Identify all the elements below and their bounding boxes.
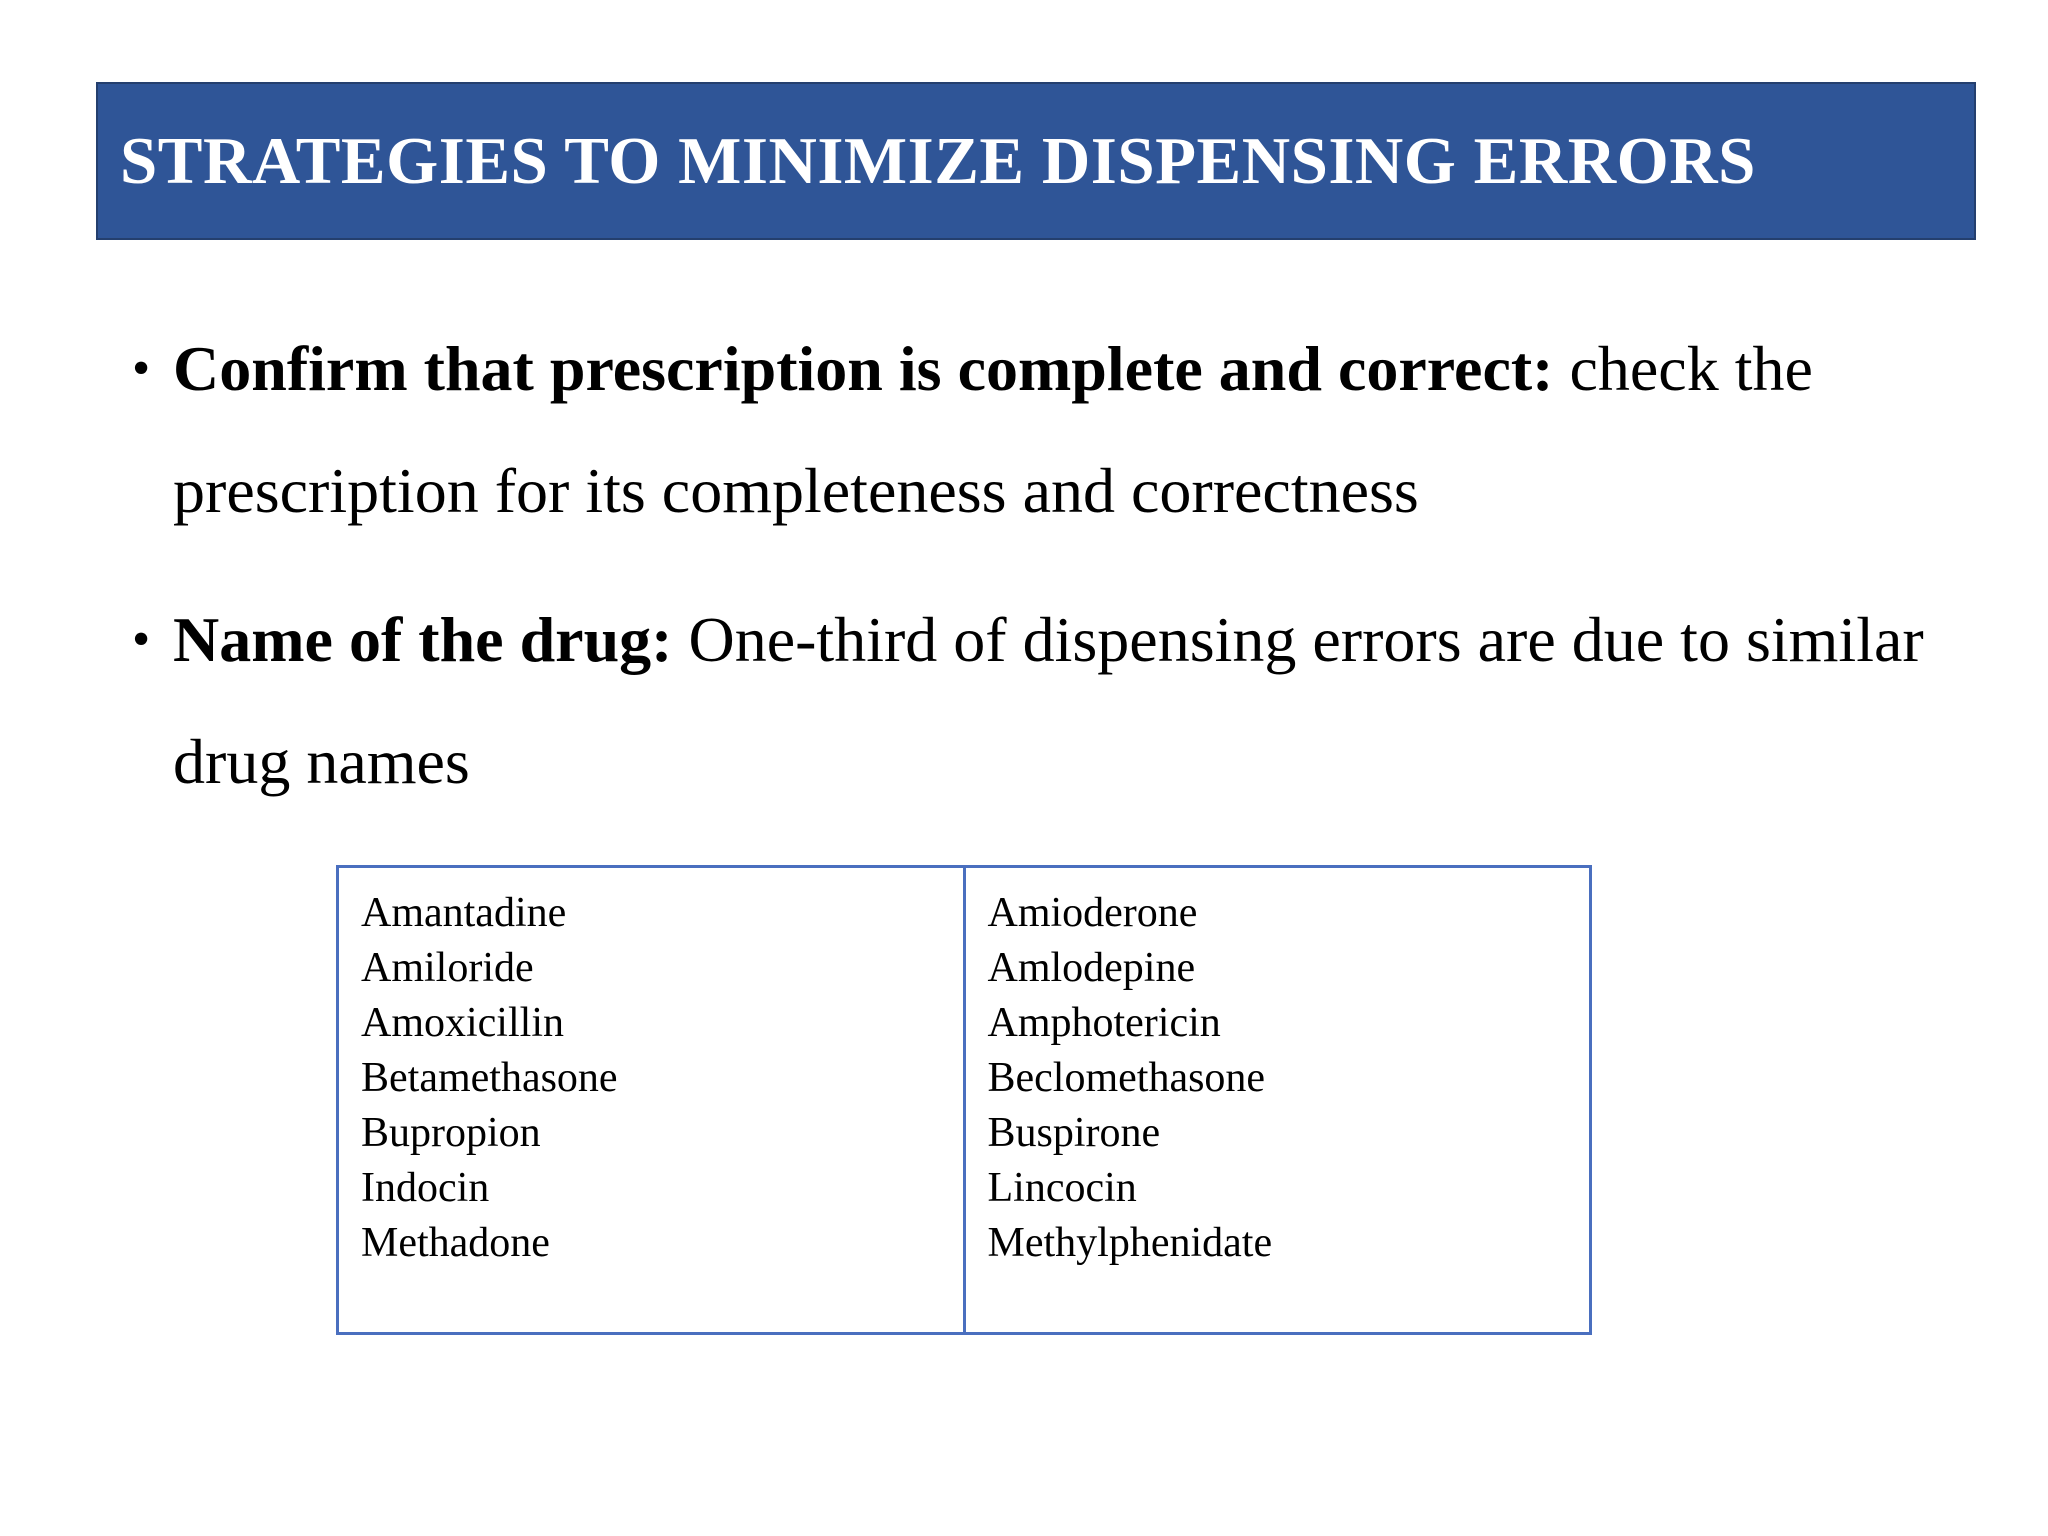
slide-title-bar — [96, 82, 1976, 240]
drug-name: Amantadine — [361, 890, 567, 936]
drug-name: Beclomethasone — [987, 1055, 1266, 1101]
bullet-text: check the prescription for its completeness and correctness — [173, 333, 1813, 526]
drug-name: Indocin — [361, 1165, 490, 1211]
bullet-heading: Name of the drug: — [173, 604, 673, 675]
bullet-text: One-third of dispensing errors are due to similar drug names — [173, 604, 1924, 797]
drug-name: Lincocin — [987, 1165, 1137, 1211]
bullet-list — [132, 308, 1932, 850]
drug-name: Amphotericin — [987, 1000, 1221, 1046]
drug-name: Amiloride — [361, 945, 534, 991]
drug-name: Bupropion — [361, 1110, 541, 1156]
bullet-dot-icon: • — [132, 340, 151, 397]
drug-name: Buspirone — [987, 1110, 1161, 1156]
bullet-dot-icon: • — [132, 611, 151, 668]
drug-name: Methylphenidate — [987, 1220, 1273, 1266]
bullet-heading: Confirm that prescription is complete and correct: — [173, 333, 1554, 404]
bullet-item — [132, 308, 1932, 552]
drug-name: Methadone — [361, 1220, 550, 1266]
bullet-item — [132, 579, 1932, 823]
slide-title: STRATEGIES TO MINIMIZE DISPENSING ERRORS — [120, 123, 1756, 198]
drug-name: Amioderone — [987, 890, 1198, 936]
drug-name: Amlodepine — [987, 945, 1196, 991]
drug-name: Amoxicillin — [361, 1000, 564, 1046]
drug-column-left — [339, 868, 963, 1332]
similar-drug-names-table — [336, 865, 1592, 1335]
drug-column-right — [963, 868, 1590, 1332]
drug-name: Betamethasone — [361, 1055, 618, 1101]
